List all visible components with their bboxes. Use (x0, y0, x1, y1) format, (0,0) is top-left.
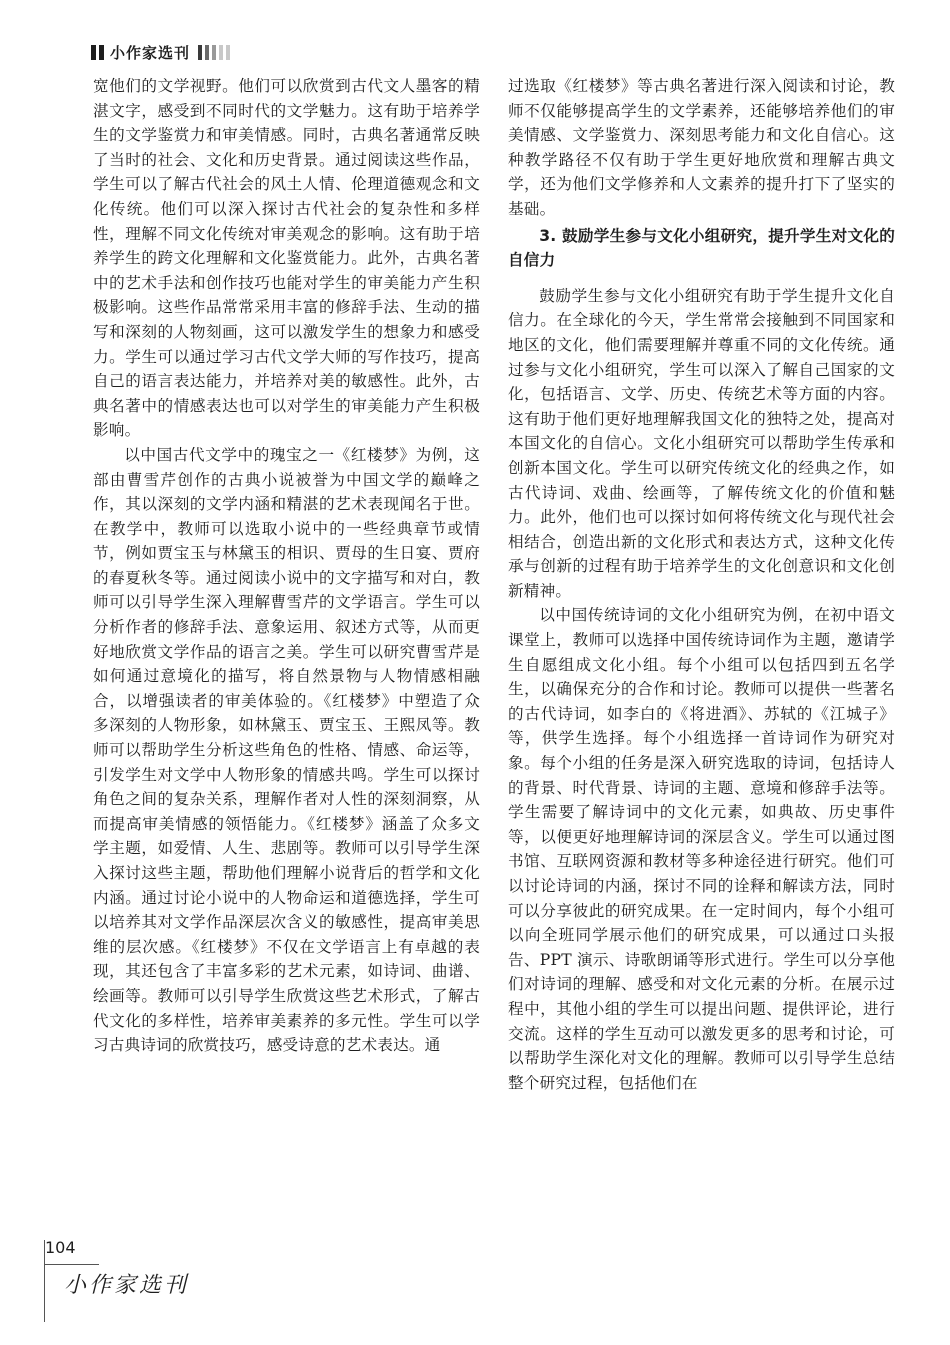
section-heading: 3. 鼓励学生参与文化小组研究，提升学生对文化的自信力 (508, 226, 895, 270)
right-paragraph-2: 以中国传统诗词的文化小组研究为例，在初中语文课堂上，教师可以选择中国传统诗词作为主题，邀请学生自愿组成文化小组。每个小组可以包括四到五名学生，以确保充分的合作和讨论。教师可以提供一些著名的古代诗词，如李白的《将进酒》、苏轼的《江城子》等，供学生选择。每个小组选择一首诗词作为研究对象。每个小组的任务是深入研究选取的诗词，包括诗人的背景、时代背景、诗词的主题、意境和修辞手法等。学生需要了解诗词中的文化元素，如典故、历史事件等，以便更好地理解诗词的深层含义。学生可以通过图书馆、互联网资源和教材等多种途径进行研究。他们可以讨论诗词的内涵，探讨不同的诠释和解读方法，同时可以分享彼此的研究成果。在一定时间内，每个小组可以向全班同学展示他们的研究成果，可以通过口头报告、PPT 演示、诗歌朗诵等形式进行。学生可以分享他们对诗词的理解、感受和对文化元素的分析。在展示过程中，其他小组的学生可以提出问题、提供评论，进行交流。这样的学生互动可以激发更多的思考和讨论，可以帮助学生深化对文化的理解。教师可以引导学生总结整个研究过程，包括他们在 (508, 606, 895, 1092)
left-column (93, 74, 480, 1058)
right-paragraph-1: 鼓励学生参与文化小组研究有助于学生提升文化自信力。在全球化的今天，学生常常会接触到不同国家和地区的文化，他们需要理解并尊重不同的文化传统。通过参与文化小组研究，学生可以深入了解自己国家的文化，包括语言、文学、历史、传统艺术等方面的内容。这有助于他们更好地理解我国文化的独特之处，提高对本国文化的自信心。文化小组研究可以帮助学生传承和创新本国文化。学生可以研究传统文化的经典之作，如古代诗词、戏曲、绘画等，了解传统文化的价值和魅力。此外，他们也可以探讨如何将传统文化与现代社会相结合，创造出新的文化形式和表达方式，这种文化传承与创新的过程有助于培养学生的文化创意识和文化创新精神。 (508, 286, 895, 600)
right-column (508, 74, 895, 1095)
journal-title: 小作家选刊 (110, 43, 191, 62)
header-gradient-bars-decoration (198, 45, 230, 60)
footer-logo: 小作家选刊 (64, 1273, 190, 1298)
running-header (91, 40, 230, 64)
left-paragraph-2: 以中国古代文学中的瑰宝之一《红楼梦》为例，这部由曹雪芹创作的古典小说被誉为中国文学的巅峰之作，其以深刻的文学内涵和精湛的艺术表现闻名于世。在教学中，教师可以选取小说中的一些经典章节或情节，例如贾宝玉与林黛玉的相识、贾母的生日宴、贾府的春夏秋冬等。通过阅读小说中的文字描写和对白，教师可以引导学生深入理解曹雪芹的文学语言。学生可以分析作者的修辞手法、意象运用、叙述方式等，从而更好地欣赏文学作品的语言之美。学生可以研究曹雪芹是如何通过意境化的描写，将自然景物与人物情感相融合，以增强读者的审美体验的。《红楼梦》中塑造了众多深刻的人物形象，如林黛玉、贾宝玉、王熙凤等。教师可以帮助学生分析这些角色的性格、情感、命运等，引发学生对文学中人物形象的情感共鸣。学生可以探讨角色之间的复杂关系，理解作者对人性的深刻洞察，从而提高审美情感的领悟能力。《红楼梦》涵盖了众多文学主题，如爱情、人生、悲剧等。教师可以引导学生深入探讨这些主题，帮助他们理解小说背后的哲学和文化内涵。通过讨论小说中的人物命运和道德选择，学生可以培养其对文学作品深层次含义的敏感性，提高审美思维的层次感。《红楼梦》不仅在文学语言上有卓越的表现，其还包含了丰富多彩的艺术元素，如诗词、曲谱、绘画等。教师可以引导学生欣赏这些艺术形式，了解古代文化的多样性，培养审美素养的多元性。学生可以学习古典诗词的欣赏技巧，感受诗意的艺术表达。通 (93, 445, 480, 1055)
left-paragraph-1: 宽他们的文学视野。他们可以欣赏到古代文人墨客的精湛文字，感受到不同时代的文学魅力。这有助于培养学生的文学鉴赏力和审美情感。同时，古典名著通常反映了当时的社会、文化和历史背景。通过阅读这些作品，学生可以了解古代社会的风土人情、伦理道德观念和文化传统。他们可以深入探讨古代社会的复杂性和多样性，理解不同文化传统对审美观念的影响。这有助于培养学生的跨文化理解和文化鉴赏能力。此外，古典名著中的艺术手法和创作技巧也能对学生的审美能力产生积极影响。这些作品常常采用丰富的修辞手法、生动的描写和深刻的人物刻画，这可以激发学生的想象力和感受力。学生可以通过学习古代文学大师的写作技巧，提高自己的语言表达能力，并培养对美的敏感性。此外，古典名著中的情感表达也可以对学生的审美能力产生积极影响。 (93, 77, 480, 440)
header-bars-decoration (91, 45, 104, 60)
right-paragraph-continued: 过选取《红楼梦》等古典名著进行深入阅读和讨论，教师不仅能够提高学生的文学素养，还能够培养他们的审美情感、文学鉴赏力、深刻思考能力和文化自信心。这种教学路径不仅有助于学生更好地欣赏和理解古典文学，还为他们文学修养和人文素养的提升打下了坚实的基础。 (508, 77, 895, 218)
footer-horizontal-rule (44, 1264, 99, 1265)
page-number: 104 (45, 1238, 76, 1257)
